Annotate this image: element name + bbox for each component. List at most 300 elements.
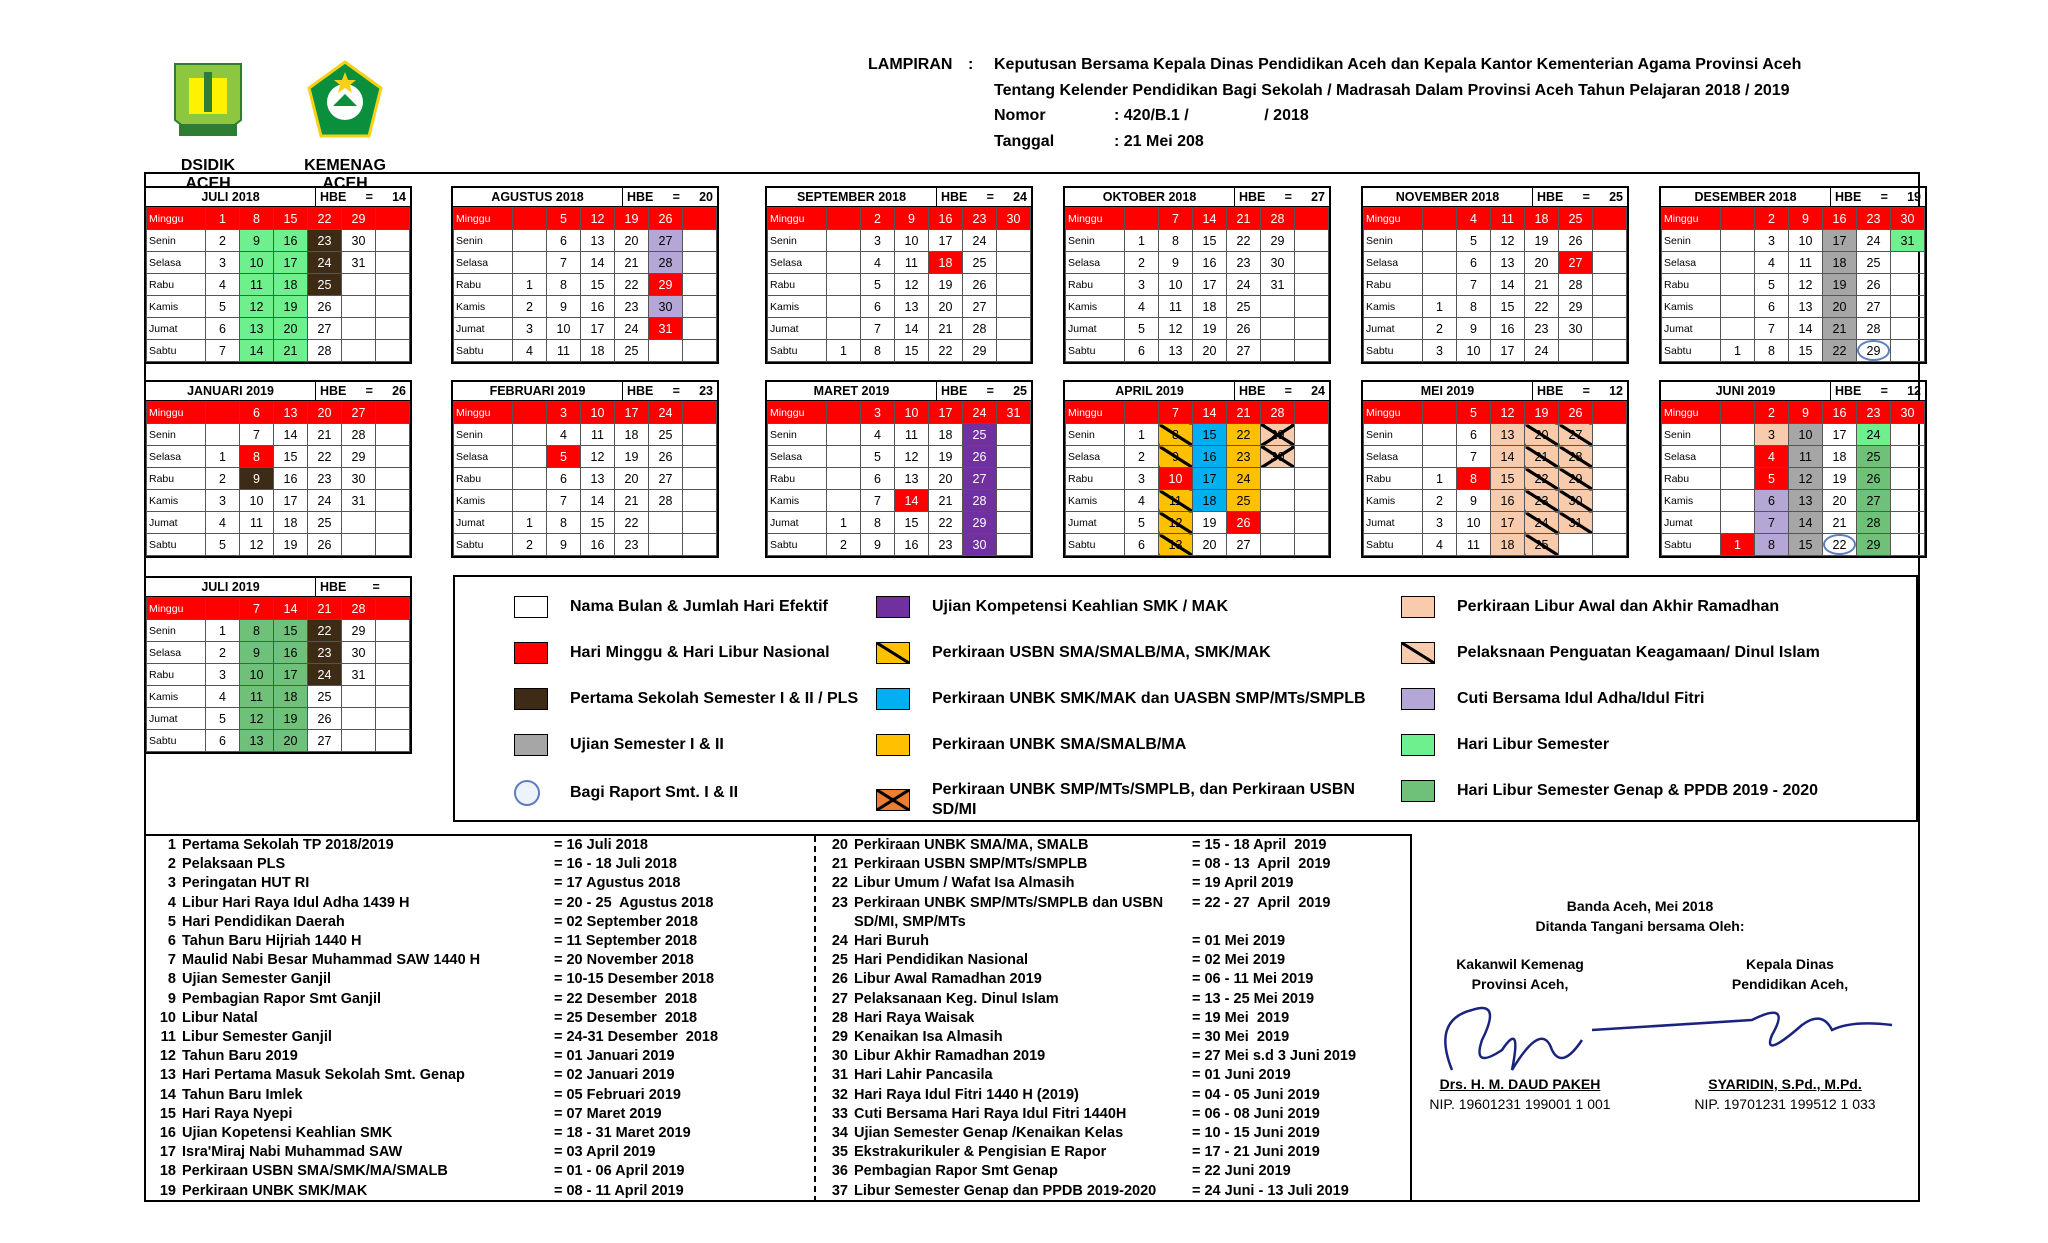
event-date: = 01 Juni 2019 (1192, 1067, 1291, 1084)
event-title: Isra'Miraj Nabi Muhammad SAW (182, 1144, 403, 1161)
date-cell: 27 (1559, 252, 1593, 274)
event-number: 31 (831, 1067, 848, 1084)
day-label: Kamis (147, 296, 206, 318)
date-cell: 16 (1193, 446, 1227, 468)
date-cell: 20 (1823, 490, 1857, 512)
month-calendar (1063, 380, 1331, 558)
week-row (1364, 468, 1627, 490)
day-label: Sabtu (1662, 534, 1721, 556)
week-row (147, 208, 410, 230)
date-cell (683, 318, 717, 340)
date-cell: 16 (274, 230, 308, 252)
date-cell: 26 (308, 534, 342, 556)
week-row (147, 490, 410, 512)
event-number: 17 (159, 1144, 176, 1161)
day-label: Kamis (1364, 490, 1423, 512)
date-cell: 13 (1159, 340, 1193, 362)
day-label: Rabu (1364, 274, 1423, 296)
date-cell (342, 318, 376, 340)
week-row (1364, 402, 1627, 424)
event-number: 37 (831, 1182, 848, 1199)
event-row (144, 836, 804, 855)
date-cell: 21 (308, 598, 342, 620)
date-cell (1593, 512, 1627, 534)
date-cell: 13 (581, 468, 615, 490)
legend-item (1401, 734, 1609, 756)
date-cell (649, 340, 683, 362)
week-row (454, 468, 717, 490)
month-name: MEI 2019 (1363, 382, 1533, 400)
event-row (144, 1105, 804, 1124)
event-date: = 08 - 13 April 2019 (1192, 856, 1331, 873)
legend-label: Perkiraan USBN SMA/SMALB/MA, SMK/MAK (932, 644, 1271, 661)
event-title: Hari Pendidikan Daerah (182, 913, 345, 930)
event-date: = 01 Mei 2019 (1192, 933, 1286, 950)
date-cell (1891, 512, 1925, 534)
event-row (816, 1009, 1416, 1028)
date-cell: 15 (1789, 340, 1823, 362)
week-row (768, 208, 1031, 230)
date-cell (683, 424, 717, 446)
day-label: Sabtu (768, 534, 827, 556)
date-cell: 4 (547, 424, 581, 446)
date-cell: 13 (1491, 252, 1525, 274)
date-cell: 8 (240, 446, 274, 468)
date-cell: 22 (1227, 230, 1261, 252)
event-date: = 13 - 25 Mei 2019 (1192, 990, 1315, 1007)
month-name: DESEMBER 2018 (1661, 188, 1831, 206)
date-cell: 12 (581, 446, 615, 468)
date-cell (1261, 318, 1295, 340)
left-signer-title-2: Provinsi Aceh, (1471, 976, 1569, 992)
date-cell (1593, 402, 1627, 424)
event-row (144, 1124, 804, 1143)
month-header (453, 382, 717, 401)
date-cell (1295, 490, 1329, 512)
date-cell: 22 (615, 512, 649, 534)
date-cell: 19 (1823, 468, 1857, 490)
date-cell (827, 468, 861, 490)
date-cell: 3 (861, 402, 895, 424)
date-cell (1593, 424, 1627, 446)
day-label: Rabu (1364, 468, 1423, 490)
date-cell: 2 (513, 296, 547, 318)
event-number: 8 (167, 971, 176, 988)
date-cell: 31 (342, 664, 376, 686)
date-cell (1721, 468, 1755, 490)
event-title-cont: SD/MI, SMP/MTs (854, 913, 966, 930)
legend-item (876, 642, 1271, 664)
date-cell: 21 (1525, 274, 1559, 296)
date-cell (1721, 230, 1755, 252)
date-cell (1295, 318, 1329, 340)
event-date: = 11 September 2018 (554, 933, 698, 950)
event-row (144, 1009, 804, 1028)
week-row (1662, 512, 1925, 534)
date-cell (1721, 208, 1755, 230)
date-cell: 20 (1823, 296, 1857, 318)
date-cell: 14 (240, 340, 274, 362)
week-row (454, 534, 717, 556)
date-cell: 27 (342, 402, 376, 424)
day-label: Minggu (147, 598, 206, 620)
day-label: Jumat (147, 318, 206, 340)
date-cell: 29 (1559, 468, 1593, 490)
day-label: Sabtu (147, 730, 206, 752)
day-label: Selasa (147, 252, 206, 274)
date-cell: 28 (1559, 274, 1593, 296)
hbe-count: HBE = 23 (627, 384, 713, 398)
date-cell: 22 (1227, 424, 1261, 446)
week-row (1066, 446, 1329, 468)
date-cell: 9 (240, 230, 274, 252)
event-title: Cuti Bersama Hari Raya Idul Fitri 1440H (854, 1105, 1127, 1122)
date-cell: 3 (206, 252, 240, 274)
date-cell: 16 (1823, 208, 1857, 230)
date-cell: 30 (1261, 446, 1295, 468)
day-label: Kamis (147, 686, 206, 708)
date-cell (1125, 402, 1159, 424)
date-cell: 23 (963, 208, 997, 230)
date-cell: 29 (1857, 534, 1891, 556)
date-cell: 4 (861, 252, 895, 274)
event-title: Peringatan HUT RI (182, 875, 310, 892)
date-cell: 5 (206, 296, 240, 318)
date-cell: 22 (308, 446, 342, 468)
date-cell: 25 (308, 274, 342, 296)
event-row (144, 990, 804, 1009)
day-label: Senin (1364, 230, 1423, 252)
date-cell: 14 (274, 424, 308, 446)
date-cell: 7 (1457, 274, 1491, 296)
date-cell: 11 (1789, 252, 1823, 274)
event-title: Perkiraan UNBK SMA/MA, SMALB (854, 837, 1089, 853)
date-cell: 23 (1857, 208, 1891, 230)
month-header (1363, 188, 1627, 207)
event-row (144, 874, 804, 893)
event-row (816, 1162, 1416, 1181)
week-row (147, 642, 410, 664)
date-cell (683, 340, 717, 362)
date-cell: 3 (206, 490, 240, 512)
date-cell (342, 534, 376, 556)
date-cell: 16 (274, 642, 308, 664)
month-name: NOVEMBER 2018 (1363, 188, 1533, 206)
date-cell: 19 (1525, 402, 1559, 424)
date-cell: 1 (206, 208, 240, 230)
date-cell: 6 (240, 402, 274, 424)
day-label: Sabtu (454, 534, 513, 556)
day-label: Kamis (1662, 490, 1721, 512)
month-name: JULI 2019 (146, 578, 316, 596)
date-cell: 25 (1559, 208, 1593, 230)
date-cell (1295, 230, 1329, 252)
date-cell: 24 (615, 318, 649, 340)
date-cell (376, 686, 410, 708)
event-title: Libur Natal (182, 1009, 258, 1026)
week-row (1662, 208, 1925, 230)
date-cell: 30 (1559, 490, 1593, 512)
day-label: Rabu (1662, 274, 1721, 296)
day-label: Kamis (1662, 296, 1721, 318)
event-row (816, 1086, 1416, 1105)
date-cell: 7 (1159, 208, 1193, 230)
legend-swatch (514, 688, 548, 710)
date-cell (376, 230, 410, 252)
week-row (1364, 534, 1627, 556)
date-cell: 4 (1755, 252, 1789, 274)
day-label: Rabu (1066, 468, 1125, 490)
date-cell: 25 (1227, 296, 1261, 318)
event-title: Ujian Semester Ganjil (182, 971, 332, 988)
date-cell (1593, 208, 1627, 230)
date-cell: 1 (1125, 230, 1159, 252)
date-cell: 27 (1227, 534, 1261, 556)
event-number: 36 (831, 1163, 848, 1180)
date-cell (827, 208, 861, 230)
event-number: 32 (831, 1086, 848, 1103)
week-row (147, 686, 410, 708)
event-row (816, 990, 1416, 1009)
date-cell (1891, 252, 1925, 274)
date-cell: 18 (929, 424, 963, 446)
date-cell: 17 (274, 490, 308, 512)
legend-swatch (514, 734, 548, 756)
date-cell (1891, 424, 1925, 446)
day-label: Rabu (147, 274, 206, 296)
date-cell (513, 252, 547, 274)
event-date: = 22 Juni 2019 (1192, 1163, 1291, 1180)
date-cell: 17 (274, 252, 308, 274)
right-signer-name: SYARIDIN, S.Pd., M.Pd. (1708, 1076, 1862, 1092)
date-cell: 5 (1755, 274, 1789, 296)
date-cell: 19 (615, 446, 649, 468)
date-cell: 5 (547, 208, 581, 230)
legend-label: Perkiraan Libur Awal dan Akhir Ramadhan (1457, 598, 1780, 615)
day-label: Jumat (454, 318, 513, 340)
date-cell: 13 (581, 230, 615, 252)
week-row (1066, 512, 1329, 534)
date-cell (1891, 446, 1925, 468)
date-cell: 29 (342, 620, 376, 642)
date-cell (997, 468, 1031, 490)
date-cell: 25 (308, 512, 342, 534)
date-cell: 9 (1789, 402, 1823, 424)
date-cell: 26 (308, 296, 342, 318)
date-cell (342, 708, 376, 730)
date-cell (1891, 468, 1925, 490)
hbe-count: HBE = 25 (941, 384, 1027, 398)
date-cell: 7 (1755, 318, 1789, 340)
date-cell (1891, 296, 1925, 318)
legend-label: Hari Libur Semester Genap & PPDB 2019 - 2020 (1457, 782, 1819, 799)
date-cell: 3 (1125, 468, 1159, 490)
left-signer-title-1: Kakanwil Kemenag (1456, 956, 1584, 972)
week-row (768, 318, 1031, 340)
date-cell: 25 (1857, 252, 1891, 274)
date-cell: 26 (1857, 468, 1891, 490)
date-cell: 19 (1525, 230, 1559, 252)
date-cell: 29 (1559, 296, 1593, 318)
date-cell: 16 (895, 534, 929, 556)
date-cell: 14 (1193, 208, 1227, 230)
date-cell: 28 (649, 252, 683, 274)
day-label: Sabtu (1662, 340, 1721, 362)
date-cell: 12 (1789, 274, 1823, 296)
hbe-count: HBE = 24 (941, 190, 1027, 204)
day-label: Selasa (147, 446, 206, 468)
event-row (816, 1105, 1416, 1124)
date-cell (827, 424, 861, 446)
date-cell: 17 (615, 402, 649, 424)
date-cell: 2 (1423, 318, 1457, 340)
date-cell: 3 (1755, 230, 1789, 252)
lampiran-label: LAMPIRAN (868, 56, 953, 73)
date-cell: 2 (1755, 208, 1789, 230)
date-cell: 4 (1457, 208, 1491, 230)
date-cell: 16 (274, 468, 308, 490)
event-number: 13 (159, 1067, 176, 1084)
disdik-emblem (169, 58, 247, 150)
event-date: = 24 Juni - 13 Juli 2019 (1192, 1182, 1349, 1199)
date-cell: 28 (1261, 402, 1295, 424)
date-cell: 13 (895, 296, 929, 318)
date-cell: 5 (1457, 230, 1491, 252)
date-cell: 12 (581, 208, 615, 230)
date-cell (1295, 274, 1329, 296)
week-row (1066, 340, 1329, 362)
date-cell (1261, 468, 1295, 490)
date-cell: 11 (547, 340, 581, 362)
date-cell: 8 (1159, 424, 1193, 446)
date-cell (683, 512, 717, 534)
day-label: Jumat (1066, 318, 1125, 340)
date-cell: 9 (547, 296, 581, 318)
date-cell: 9 (1789, 208, 1823, 230)
date-cell: 9 (895, 208, 929, 230)
week-row (768, 490, 1031, 512)
event-date: = 19 April 2019 (1192, 875, 1294, 892)
date-cell: 10 (895, 230, 929, 252)
colon: : (968, 56, 974, 73)
date-cell: 23 (615, 296, 649, 318)
legend-label: Hari Minggu & Hari Libur Nasional (570, 644, 830, 661)
date-cell: 26 (1227, 318, 1261, 340)
legend-label: Perkiraan UNBK SMK/MAK dan UASBN SMP/MTs/SMPLB (932, 690, 1366, 707)
date-cell: 14 (1789, 512, 1823, 534)
event-date: = 02 Mei 2019 (1192, 952, 1286, 969)
date-cell (827, 296, 861, 318)
day-label: Sabtu (454, 340, 513, 362)
date-cell: 28 (1559, 446, 1593, 468)
event-title: Hari Raya Idul Fitri 1440 H (2019) (854, 1086, 1079, 1103)
date-cell: 26 (1559, 230, 1593, 252)
date-cell: 29 (963, 340, 997, 362)
week-row (1364, 490, 1627, 512)
date-cell: 2 (1755, 402, 1789, 424)
date-cell (997, 340, 1031, 362)
date-cell: 1 (1423, 296, 1457, 318)
date-cell: 26 (308, 708, 342, 730)
week-row (147, 620, 410, 642)
event-date: = 07 Maret 2019 (554, 1105, 662, 1122)
date-cell (683, 402, 717, 424)
date-cell: 26 (1559, 402, 1593, 424)
header-line-2: Tentang Kelender Pendidikan Bagi Sekolah / Madrasah Dalam Provinsi Aceh Tahun Pelajaran 2018 / 2019 (994, 81, 1790, 99)
hbe-count: HBE = 12 (1537, 384, 1623, 398)
date-cell: 3 (1755, 424, 1789, 446)
day-label: Selasa (1066, 446, 1125, 468)
date-cell: 12 (240, 296, 274, 318)
event-title: Ujian Semester Genap /Kenaikan Kelas (854, 1125, 1124, 1142)
event-title: Libur Semester Ganjil (182, 1029, 332, 1046)
date-cell (1423, 274, 1457, 296)
date-cell (376, 208, 410, 230)
date-cell: 9 (240, 468, 274, 490)
date-cell: 18 (1491, 534, 1525, 556)
event-row (816, 1124, 1416, 1143)
week-row (454, 490, 717, 512)
month-calendar (1361, 186, 1629, 364)
date-cell (1423, 402, 1457, 424)
week-row (1662, 340, 1925, 362)
event-title: Pelaksanaan Keg. Dinul Islam (854, 990, 1059, 1007)
date-cell (997, 252, 1031, 274)
month-header (1065, 188, 1329, 207)
legend-item (876, 780, 1392, 820)
date-cell: 10 (1159, 274, 1193, 296)
date-cell: 18 (1823, 252, 1857, 274)
date-cell: 22 (929, 512, 963, 534)
date-cell: 23 (308, 468, 342, 490)
date-cell: 8 (1457, 468, 1491, 490)
month-name: APRIL 2019 (1065, 382, 1235, 400)
week-row (1662, 490, 1925, 512)
week-row (1066, 318, 1329, 340)
date-cell: 1 (513, 274, 547, 296)
date-cell (513, 230, 547, 252)
date-cell: 5 (861, 274, 895, 296)
event-row (144, 1162, 804, 1181)
month-name: OKTOBER 2018 (1065, 188, 1235, 206)
right-signer-title-1: Kepala Dinas (1746, 956, 1834, 972)
legend-swatch (514, 780, 540, 806)
date-cell (1721, 446, 1755, 468)
date-cell (827, 230, 861, 252)
event-title: Hari Buruh (854, 933, 929, 950)
week-row (1364, 340, 1627, 362)
date-cell: 29 (342, 446, 376, 468)
week-row (147, 424, 410, 446)
document-header (868, 52, 1801, 154)
event-date: = 20 - 25 Agustus 2018 (554, 894, 714, 911)
event-row (144, 894, 804, 913)
day-label: Jumat (1364, 318, 1423, 340)
day-label: Senin (1364, 424, 1423, 446)
week-row (1662, 274, 1925, 296)
date-cell: 6 (1457, 252, 1491, 274)
date-cell: 29 (1261, 230, 1295, 252)
nomor-value: : 420/B.1 / / 2018 (1114, 107, 1309, 124)
date-cell: 18 (1193, 490, 1227, 512)
legend-item (514, 734, 724, 756)
date-cell (206, 424, 240, 446)
date-cell: 11 (1457, 534, 1491, 556)
month-calendar (765, 186, 1033, 364)
day-label: Rabu (147, 468, 206, 490)
date-cell (206, 598, 240, 620)
week-row (1066, 402, 1329, 424)
